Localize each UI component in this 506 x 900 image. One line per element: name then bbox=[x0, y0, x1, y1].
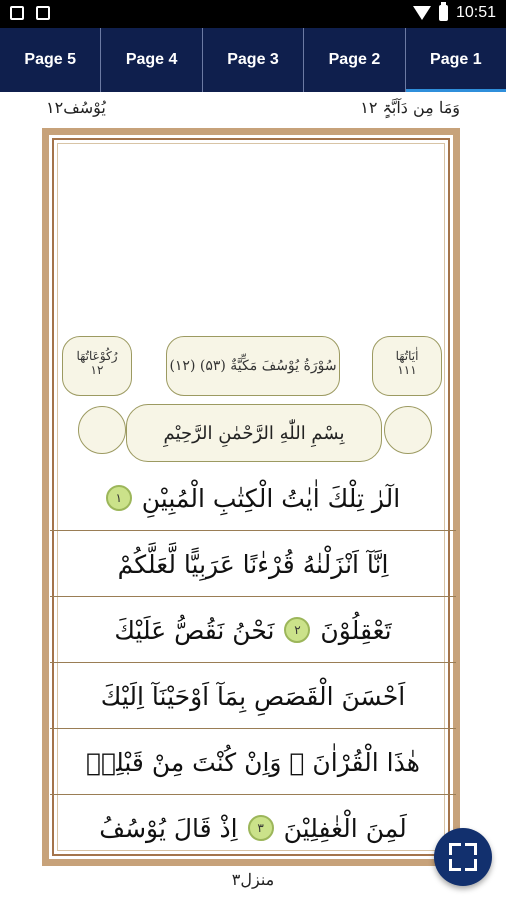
manzil-footer: منزل۳ bbox=[231, 870, 275, 889]
ayah-marker: ۱ bbox=[106, 485, 132, 511]
battery-icon bbox=[439, 5, 448, 21]
line-divider bbox=[50, 662, 456, 663]
quran-line-6 bbox=[50, 798, 456, 858]
ayah-marker: ۲ bbox=[284, 617, 310, 643]
page-tabs bbox=[0, 28, 506, 92]
ruku-label: رُكُوْعَاتُهَا bbox=[76, 349, 118, 363]
fullscreen-icon-corner bbox=[465, 859, 477, 871]
line-divider bbox=[50, 530, 456, 531]
page-header bbox=[0, 98, 506, 122]
line-divider bbox=[50, 728, 456, 729]
line-text: لَمِنَ الْغٰفِلِيْنَ bbox=[283, 813, 407, 843]
line-divider bbox=[50, 794, 456, 795]
line-text: هٰذَا الْقُرْاٰنَ ۖ وَاِنْ كُنْتَ مِنْ قَبْلِهٖ bbox=[86, 747, 420, 777]
signal-icon bbox=[413, 6, 431, 20]
ayah-label: اٰيَاتُهَا bbox=[395, 349, 419, 363]
notification-icon bbox=[10, 6, 24, 20]
line-text: اِنَّآ اَنْزَلْنٰهُ قُرْءٰنًا عَرَبِيًّا لَّعَلَّكُمْ bbox=[117, 549, 389, 579]
tab-page-1[interactable]: Page 1 bbox=[405, 28, 506, 92]
ruku-number: ۱۲ bbox=[90, 363, 104, 377]
line-divider bbox=[50, 596, 456, 597]
bismillah: بِسْمِ اللّٰهِ الرَّحْمٰنِ الرَّحِيْمِ bbox=[126, 404, 382, 462]
line-text: اَحْسَنَ الْقَصَصِ بِمَآ اَوْحَيْنَآ اِلَيْكَ bbox=[100, 681, 406, 711]
surah-title-row bbox=[62, 332, 442, 402]
surah-name-header: یُوْسُف۱۲ bbox=[46, 98, 106, 117]
line-text: الٓرٰ تِلْكَ اٰيٰتُ الْكِتٰبِ الْمُبِيْنِ bbox=[141, 483, 401, 513]
fullscreen-icon bbox=[449, 843, 461, 855]
quran-line-3 bbox=[50, 600, 456, 660]
status-bar bbox=[0, 0, 506, 28]
tab-page-4[interactable]: Page 4 bbox=[100, 28, 201, 92]
quran-line-1 bbox=[50, 468, 456, 528]
ruku-count-cartouche bbox=[62, 336, 132, 396]
ornament-right-icon bbox=[384, 406, 432, 454]
tab-page-5[interactable]: Page 5 bbox=[24, 51, 76, 68]
line-text: تَعْقِلُوْنَ bbox=[320, 615, 392, 645]
tab-page-2[interactable]: Page 2 bbox=[303, 28, 404, 92]
clock: 10:51 bbox=[455, 4, 496, 21]
fullscreen-button[interactable] bbox=[434, 828, 492, 886]
quran-line-5 bbox=[50, 732, 456, 792]
fullscreen-icon-corner bbox=[449, 859, 461, 871]
image-icon bbox=[36, 6, 50, 20]
quran-line-2 bbox=[50, 534, 456, 594]
ornament-left-icon bbox=[78, 406, 126, 454]
juz-name-header: وَمَا مِن دَآبَّۃٍ ۱۲ bbox=[360, 98, 460, 117]
line-text: نَحْنُ نَقُصُّ عَلَيْكَ bbox=[114, 615, 275, 645]
ayah-marker: ۳ bbox=[248, 815, 274, 841]
ayah-number: ۱۱۱ bbox=[397, 363, 417, 377]
ayah-count-cartouche bbox=[372, 336, 442, 396]
quran-line-4 bbox=[50, 666, 456, 726]
fullscreen-icon-corner bbox=[465, 843, 477, 855]
line-text: اِذْ قَالَ يُوْسُفُ bbox=[99, 813, 238, 843]
tab-page-3[interactable]: Page 3 bbox=[202, 28, 303, 92]
surah-title-cartouche: (۱۲) سُوْرَةُ يُوْسُفَ مَكِّيَّةٌ (۵۳) bbox=[166, 336, 340, 396]
